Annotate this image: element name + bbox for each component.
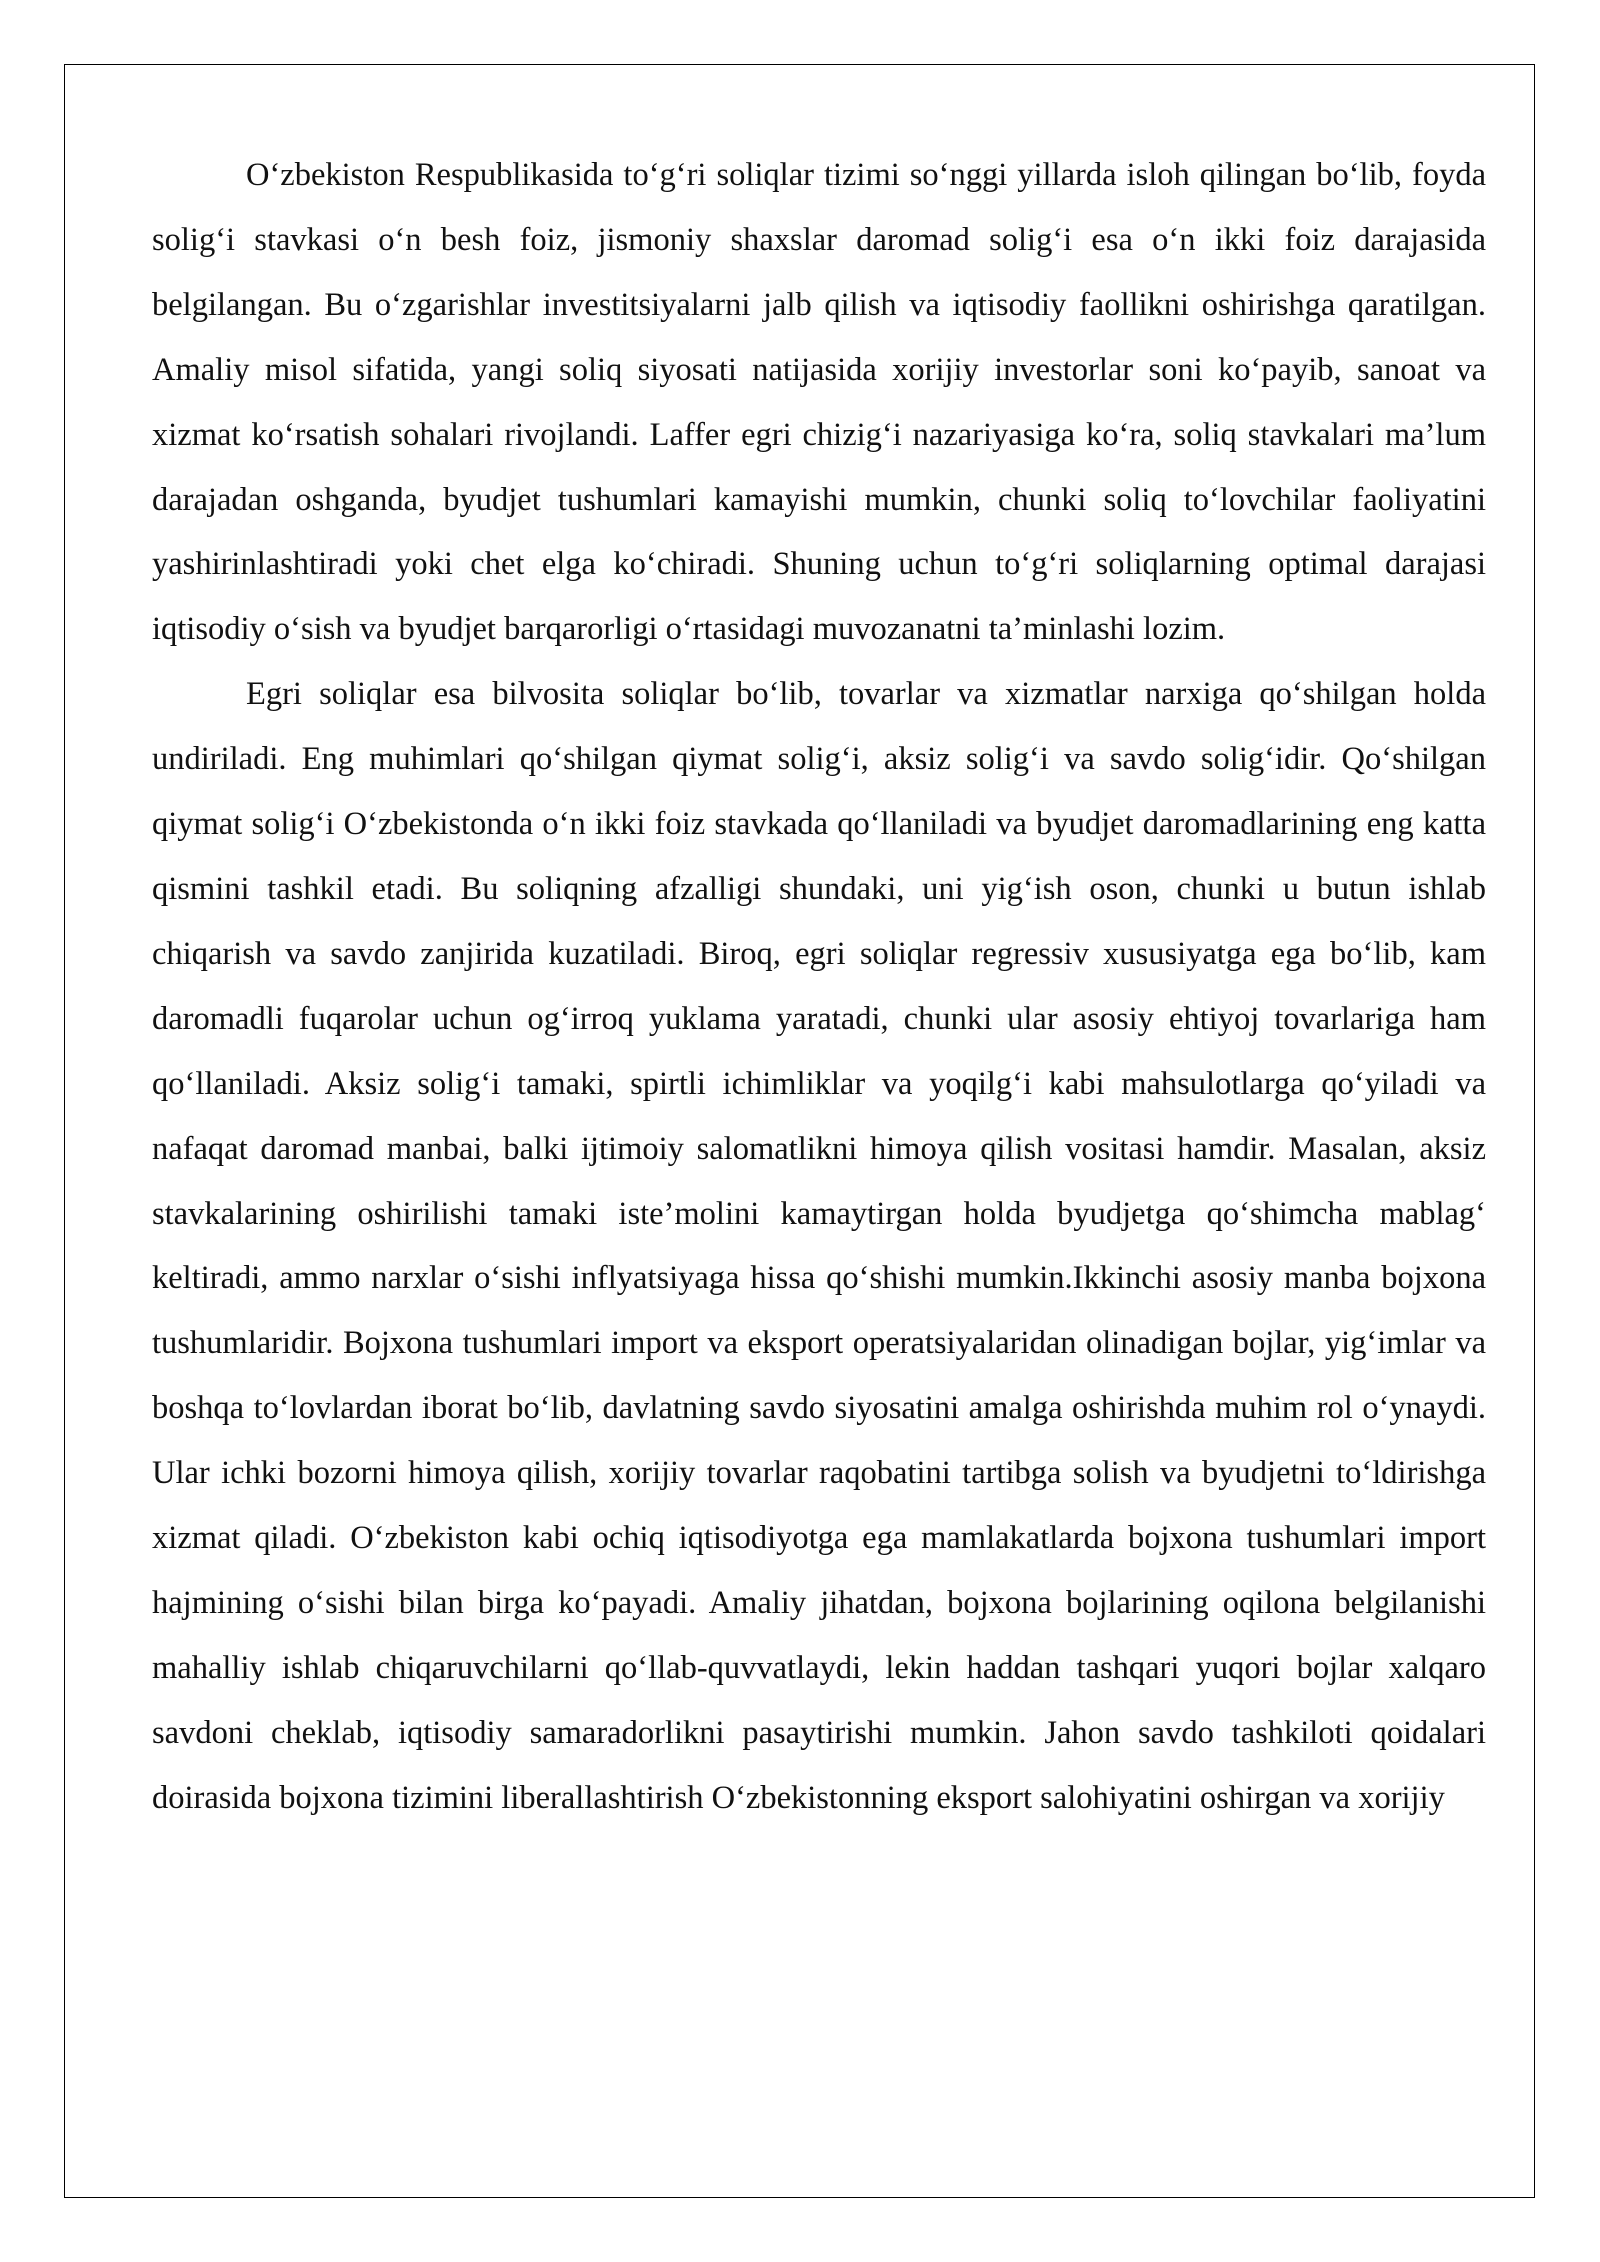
paragraph-1: O‘zbekiston Respublikasida to‘g‘ri soliqlar tizimi so‘nggi yillarda isloh qilingan bo‘lib, foyda solig‘i stavkasi o‘n besh foiz, jismoniy shaxslar daromad solig‘i esa o‘n ikki foiz darajasida belgilangan. Bu o‘zgarishlar investitsiyalarni jalb qilish va iqtisodiy faollikni oshirishga qaratilgan. Amaliy misol sifatida, yangi soliq siyosati natijasida xorijiy investorlar soni ko‘payib, sanoat va xizmat ko‘rsatish sohalari rivojlandi. Laffer egri chizig‘i nazariyasiga ko‘ra, soliq stavkalari ma’lum darajadan oshganda, byudjet tushumlari kamayishi mumkin, chunki soliq to‘lovchilar faoliyatini yashirinlashtiradi yoki chet elga ko‘chiradi. Shuning uchun to‘g‘ri soliqlarning optimal darajasi iqtisodiy o‘sish va byudjet barqarorligi o‘rtasidagi muvozanatni ta’minlashi lozim. bbox=[152, 157, 1486, 648]
document-body bbox=[152, 143, 1486, 1831]
paragraph-2: Egri soliqlar esa bilvosita soliqlar bo‘lib, tovarlar va xizmatlar narxiga qo‘shilgan holda undiriladi. Eng muhimlari qo‘shilgan qiymat solig‘i, aksiz solig‘i va savdo solig‘idir. Qo‘shilgan qiymat solig‘i O‘zbekistonda o‘n ikki foiz stavkada qo‘llaniladi va byudjet daromadlarining eng katta qismini tashkil etadi. Bu soliqning afzalligi shundaki, uni yig‘ish oson, chunki u butun ishlab chiqarish va savdo zanjirida kuzatiladi. Biroq, egri soliqlar regressiv xususiyatga ega bo‘lib, kam daromadli fuqarolar uchun og‘irroq yuklama yaratadi, chunki ular asosiy ehtiyoj tovarlariga ham qo‘llaniladi. Aksiz solig‘i tamaki, spirtli ichimliklar va yoqilg‘i kabi mahsulotlarga qo‘yiladi va nafaqat daromad manbai, balki ijtimoiy salomatlikni himoya qilish vositasi hamdir. Masalan, aksiz stavkalarining oshirilishi tamaki iste’molini kamaytirgan holda byudjetga qo‘shimcha mablag‘ keltiradi, ammo narxlar o‘sishi inflyatsiyaga hissa qo‘shishi mumkin.Ikkinchi asosiy manba bojxona tushumlaridir. Bojxona tushumlari import va eksport operatsiyalaridan olinadigan bojlar, yig‘imlar va boshqa to‘lovlardan iborat bo‘lib, davlatning savdo siyosatini amalga oshirishda muhim rol o‘ynaydi. Ular ichki bozorni himoya qilish, xorijiy tovarlar raqobatini tartibga solish va byudjetni to‘ldirishga xizmat qiladi. O‘zbekiston kabi ochiq iqtisodiyotga ega mamlakatlarda bojxona tushumlari import hajmining o‘sishi bilan birga ko‘payadi. Amaliy jihatdan, bojxona bojlarining oqilona belgilanishi mahalliy ishlab chiqaruvchilarni qo‘llab-quvvatlaydi, lekin haddan tashqari yuqori bojlar xalqaro savdoni cheklab, iqtisodiy samaradorlikni pasaytirishi mumkin. Jahon savdo tashkiloti qoidalari doirasida bojxona tizimini liberallashtirish O‘zbekistonning eksport salohiyatini oshirgan va xorijiy bbox=[152, 676, 1486, 1816]
